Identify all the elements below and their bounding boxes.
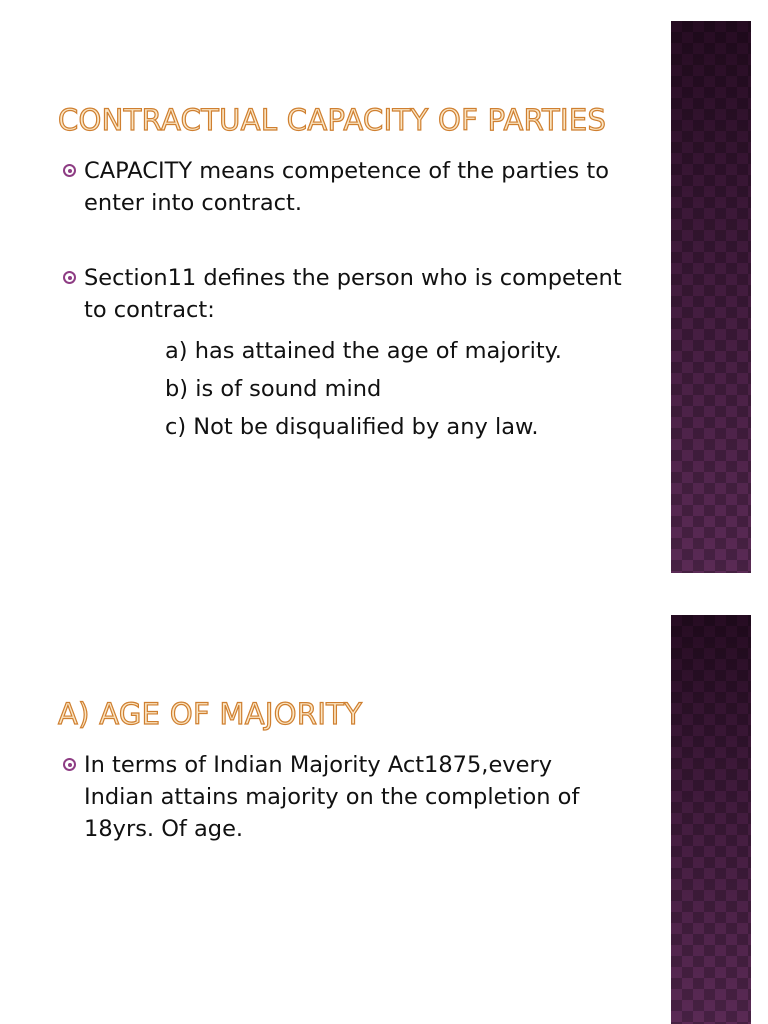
sub-item-age: a) has attained the age of majority. <box>165 338 562 364</box>
bullet-item <box>62 749 622 845</box>
sub-item-sound-mind: b) is of sound mind <box>165 376 382 402</box>
bullet-text: Section11 defines the person who is competent to contract: <box>84 265 622 323</box>
bullet-text: CAPACITY means competence of the parties to enter into contract. <box>84 158 609 216</box>
sub-item-not-disqualified: c) Not be disqualified by any law. <box>165 414 539 440</box>
slide-body <box>62 749 622 845</box>
bullet-item <box>62 262 622 446</box>
slide-title: A) AGE OF MAJORITY <box>58 697 363 731</box>
circled-dot-bullet-icon <box>63 164 76 177</box>
circled-dot-bullet-icon <box>63 758 76 771</box>
slide-title: CONTRACTUAL CAPACITY OF PARTIES <box>58 103 607 137</box>
sub-list <box>84 332 622 446</box>
bullet-item <box>62 155 622 219</box>
slide-body <box>62 155 622 446</box>
slide-2 <box>0 594 768 1024</box>
bullet-text: In terms of Indian Majority Act1875,every Indian attains majority on the completion of 18yrs. Of age. <box>84 752 580 842</box>
circled-dot-bullet-icon <box>63 271 76 284</box>
decorative-side-band <box>671 615 751 1024</box>
decorative-side-band <box>671 21 751 573</box>
